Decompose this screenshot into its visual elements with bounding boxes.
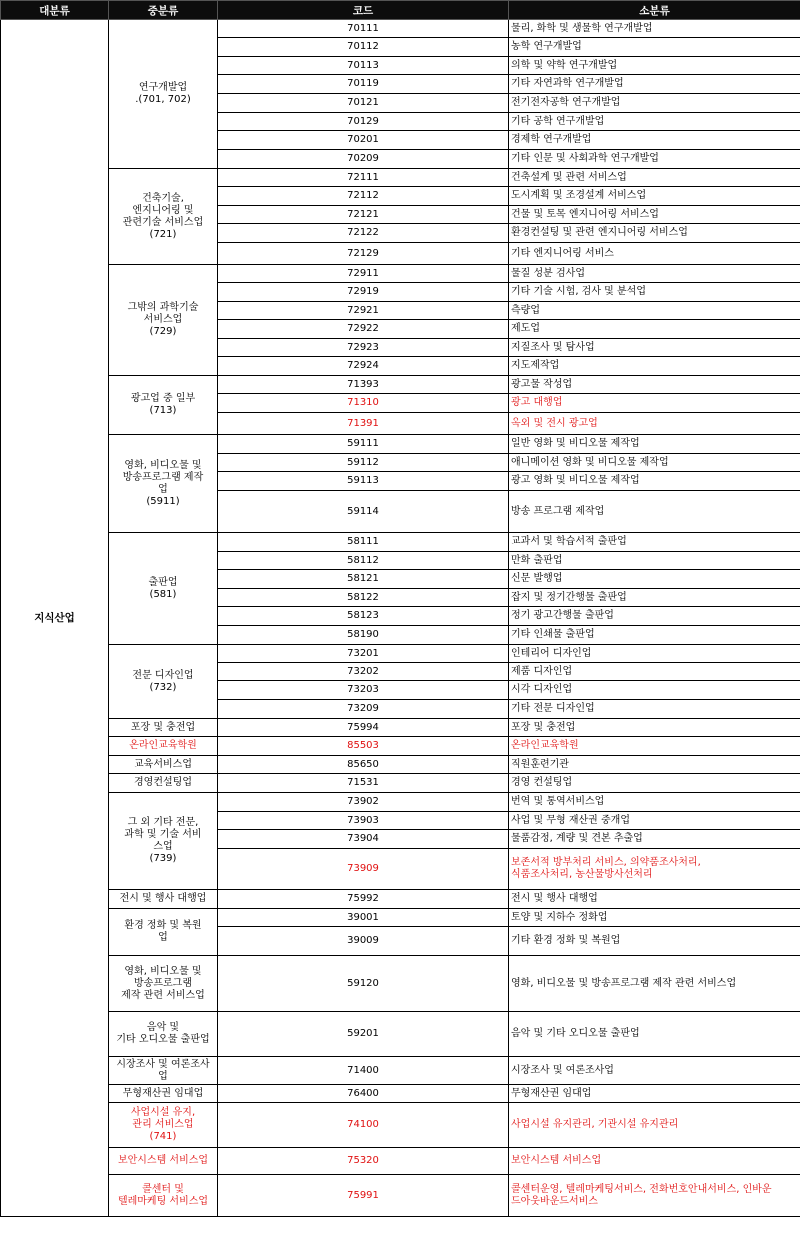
sub-category-cell <box>509 774 800 793</box>
major-category-cell: 지식산업 <box>1 20 109 1217</box>
mid-category-cell <box>109 1057 218 1085</box>
text-line: 식품조사처리, 농산물방사선처리 <box>511 869 653 880</box>
mid-category-cell <box>109 20 218 169</box>
mid-category-cell <box>109 1103 218 1148</box>
text-line: 광고물 작성업 <box>511 378 573 390</box>
text-line: 토양 및 지하수 정화업 <box>511 911 608 923</box>
text-line: 전시 및 행사 대행업 <box>119 893 207 904</box>
text-line: 기타 인문 및 사회과학 연구개발업 <box>511 153 659 164</box>
text-line: 콜센터 및 <box>142 1183 184 1195</box>
text-line: 기타 자연과학 연구개발업 <box>511 78 624 89</box>
code-cell: 72112 <box>218 187 509 206</box>
sub-category-cell <box>509 454 800 472</box>
table-row <box>1 956 800 1012</box>
code-cell: 71531 <box>218 774 509 793</box>
sub-category-cell <box>509 472 800 491</box>
code-cell: 75992 <box>218 890 509 909</box>
sub-category-cell <box>509 187 800 206</box>
code-cell: 73209 <box>218 700 509 719</box>
sub-category-cell <box>509 113 800 131</box>
sub-category-cell <box>509 1148 800 1175</box>
text-line: 드아웃바운드서비스 <box>511 1195 598 1207</box>
text-line: 건물 및 토목 엔지니어링 서비스업 <box>511 208 659 220</box>
sub-category-cell <box>509 830 800 849</box>
mid-category-cell <box>109 774 218 793</box>
code-cell: 72129 <box>218 243 509 265</box>
text-line: 연구개발업 <box>138 82 188 93</box>
sub-category-cell <box>509 927 800 956</box>
sub-category-cell <box>509 1085 800 1103</box>
mid-category-cell <box>109 533 218 645</box>
sub-category-cell <box>509 1103 800 1148</box>
code-cell: 70121 <box>218 94 509 113</box>
text-line: 관리 서비스업 <box>132 1119 194 1130</box>
sub-category-cell <box>509 812 800 830</box>
sub-category-cell <box>509 645 800 663</box>
text-line: 교육서비스업 <box>134 758 192 770</box>
text-line: 지도제작업 <box>511 360 560 371</box>
sub-category-cell <box>509 169 800 187</box>
sub-category-cell <box>509 413 800 435</box>
text-line: 방송프로그램 <box>134 977 192 989</box>
code-cell: 58190 <box>218 626 509 645</box>
table-row <box>1 1057 800 1085</box>
mid-category-cell <box>109 1175 218 1217</box>
code-cell: 72919 <box>218 283 509 302</box>
table-row <box>1 265 800 283</box>
sub-category-cell <box>509 57 800 75</box>
table-row <box>1 1103 800 1148</box>
text-line: 제작 관련 서비스업 <box>121 989 205 1001</box>
text-line: 무형재산권 임대업 <box>122 1087 204 1099</box>
sub-category-cell <box>509 206 800 224</box>
text-line: 음악 및 기타 오디오물 출판업 <box>511 1028 640 1039</box>
code-cell: 59112 <box>218 454 509 472</box>
mid-category-cell <box>109 169 218 265</box>
mid-category-cell <box>109 737 218 756</box>
mid-category-cell <box>109 435 218 533</box>
table-row <box>1 756 800 774</box>
code-cell: 73909 <box>218 849 509 890</box>
sub-category-cell <box>509 681 800 700</box>
mid-category-cell <box>109 909 218 956</box>
text-line: 경영컨설팅업 <box>134 777 192 788</box>
sub-category-cell <box>509 320 800 339</box>
text-line: (741) <box>149 1131 177 1142</box>
text-line: 콜센터운영, 텔레마케팅서비스, 전화번호안내서비스, 인바운 <box>511 1183 772 1195</box>
sub-category-cell <box>509 283 800 302</box>
text-line: 온라인교육학원 <box>511 740 579 751</box>
code-cell: 70111 <box>218 20 509 38</box>
text-line: 영화, 비디오물 및 <box>124 965 202 977</box>
mid-category-cell <box>109 756 218 774</box>
table-row <box>1 1012 800 1057</box>
code-cell: 72922 <box>218 320 509 339</box>
sub-category-cell <box>509 75 800 94</box>
code-cell: 58123 <box>218 607 509 626</box>
code-cell: 59111 <box>218 435 509 454</box>
text-line: 보존서적 방부처리 서비스, 의약품조사처리, <box>511 857 701 868</box>
sub-category-cell <box>509 339 800 357</box>
text-line: 농학 연구개발업 <box>511 41 582 52</box>
table-row <box>1 645 800 663</box>
code-cell: 71391 <box>218 413 509 435</box>
code-cell: 75994 <box>218 719 509 737</box>
code-cell: 85650 <box>218 756 509 774</box>
code-cell: 39001 <box>218 909 509 927</box>
code-cell: 70112 <box>218 38 509 57</box>
code-cell: 71393 <box>218 376 509 394</box>
text-line: 기타 기술 시험, 검사 및 분석업 <box>511 286 646 297</box>
sub-category-cell <box>509 394 800 413</box>
sub-category-cell <box>509 533 800 552</box>
header-mid: 중분류 <box>109 1 218 20</box>
sub-category-cell <box>509 719 800 737</box>
code-cell: 59113 <box>218 472 509 491</box>
text-line: 시장조사 및 여론조사 <box>116 1058 210 1070</box>
text-line: 의학 및 약학 연구개발업 <box>511 59 618 71</box>
text-line: 보안시스템 서비스업 <box>511 1155 602 1166</box>
sub-category-cell <box>509 552 800 570</box>
text-line: (729) <box>149 326 177 337</box>
text-line: (5911) <box>146 495 180 507</box>
text-line: 그 외 기타 전문, <box>127 817 199 828</box>
text-line: 업 <box>158 1070 168 1082</box>
text-line: 기타 엔지니어링 서비스 <box>511 247 614 259</box>
text-line: 기타 환경 정화 및 복원업 <box>511 935 621 946</box>
sub-category-cell <box>509 700 800 719</box>
header-major: 대분류 <box>1 1 109 20</box>
text-line: 도시계획 및 조경설계 서비스업 <box>511 190 647 201</box>
text-line: 정기 광고간행물 출판업 <box>511 610 614 621</box>
code-cell: 58111 <box>218 533 509 552</box>
text-line: 광고 영화 및 비디오물 제작업 <box>511 475 640 486</box>
text-line: 업 <box>158 932 168 943</box>
text-line: 전문 디자인업 <box>132 669 194 681</box>
table-row <box>1 719 800 737</box>
sub-category-cell <box>509 265 800 283</box>
text-line: 광고 대행업 <box>511 397 563 408</box>
text-line: 잡지 및 정기간행물 출판업 <box>511 591 627 603</box>
text-line: 제품 디자인업 <box>511 665 573 677</box>
text-line: 출판업 <box>148 576 178 588</box>
text-line: 스업 <box>153 841 173 852</box>
sub-category-cell <box>509 890 800 909</box>
header-row <box>1 1 800 20</box>
code-cell: 70129 <box>218 113 509 131</box>
code-cell: 73904 <box>218 830 509 849</box>
sub-category-cell <box>509 150 800 169</box>
code-cell: 73201 <box>218 645 509 663</box>
text-line: 제도업 <box>511 323 540 334</box>
table-row <box>1 533 800 552</box>
code-cell: 70119 <box>218 75 509 94</box>
code-cell: 73203 <box>218 681 509 700</box>
text-line: 관련기술 서비스업 <box>122 216 204 228</box>
text-line: (713) <box>149 405 177 416</box>
text-line: 방송 프로그램 제작업 <box>511 505 605 517</box>
text-line: 인테리어 디자인업 <box>511 647 592 659</box>
text-line: 방송프로그램 제작 <box>122 471 204 483</box>
text-line: 영화, 비디오물 및 방송프로그램 제작 관련 서비스업 <box>511 977 737 989</box>
code-cell: 59201 <box>218 1012 509 1057</box>
sub-category-cell <box>509 956 800 1012</box>
table-row <box>1 890 800 909</box>
sub-category-cell <box>509 20 800 38</box>
sub-category-cell <box>509 357 800 376</box>
code-cell: 72921 <box>218 302 509 320</box>
code-cell: 71310 <box>218 394 509 413</box>
text-line: 과학 및 기술 서비 <box>124 829 202 840</box>
mid-category-cell <box>109 376 218 435</box>
table-row <box>1 20 800 38</box>
mid-category-cell <box>109 956 218 1012</box>
text-line: 건축기술, <box>142 192 184 204</box>
code-cell: 72923 <box>218 339 509 357</box>
table-row <box>1 909 800 927</box>
text-line: 광고업 중 일부 <box>130 393 196 404</box>
text-line: 기타 공학 연구개발업 <box>511 115 605 127</box>
text-line: 애니메이션 영화 및 비디오물 제작업 <box>511 456 669 468</box>
code-cell: 58112 <box>218 552 509 570</box>
code-cell: 59114 <box>218 491 509 533</box>
code-cell: 70113 <box>218 57 509 75</box>
text-line: 업 <box>158 483 168 495</box>
table-row <box>1 1175 800 1217</box>
sub-category-cell <box>509 131 800 150</box>
code-cell: 72121 <box>218 206 509 224</box>
sub-category-cell <box>509 435 800 454</box>
sub-category-cell <box>509 491 800 533</box>
sub-category-cell <box>509 376 800 394</box>
text-line: 엔지니어링 및 <box>132 204 194 216</box>
sub-category-cell <box>509 302 800 320</box>
text-line: 사업 및 무형 재산권 중개업 <box>511 814 630 826</box>
table-row <box>1 376 800 394</box>
text-line: 기타 전문 디자인업 <box>511 703 595 714</box>
text-line: 전시 및 행사 대행업 <box>511 893 598 904</box>
code-cell: 59120 <box>218 956 509 1012</box>
table-row <box>1 774 800 793</box>
sub-category-cell <box>509 756 800 774</box>
text-line: .(701, 702) <box>135 94 191 105</box>
text-line: 직원훈련기관 <box>511 758 569 770</box>
sub-category-cell <box>509 243 800 265</box>
code-cell: 70209 <box>218 150 509 169</box>
code-cell: 73903 <box>218 812 509 830</box>
code-cell: 74100 <box>218 1103 509 1148</box>
header-sub: 소분류 <box>509 1 800 20</box>
text-line: 시장조사 및 여론조사업 <box>511 1064 614 1076</box>
text-line: 지질조사 및 탐사업 <box>511 341 595 353</box>
mid-category-cell <box>109 1012 218 1057</box>
text-line: (739) <box>149 853 177 864</box>
text-line: 음악 및 <box>146 1022 180 1033</box>
table-row <box>1 1148 800 1175</box>
mid-category-cell <box>109 1148 218 1175</box>
text-line: 포장 및 충전업 <box>130 721 196 733</box>
table-row <box>1 169 800 187</box>
sub-category-cell <box>509 849 800 890</box>
text-line: 측량업 <box>511 304 540 316</box>
sub-category-cell <box>509 793 800 812</box>
table-body <box>1 20 800 1217</box>
sub-category-cell <box>509 38 800 57</box>
mid-category-cell <box>109 645 218 719</box>
table-row <box>1 737 800 756</box>
mid-category-cell <box>109 890 218 909</box>
text-line: 교과서 및 학습서적 출판업 <box>511 536 627 547</box>
mid-category-cell <box>109 793 218 890</box>
text-line: 전기전자공학 연구개발업 <box>511 97 621 108</box>
code-cell: 39009 <box>218 927 509 956</box>
mid-category-cell <box>109 265 218 376</box>
text-line: 기타 인쇄물 출판업 <box>511 629 595 640</box>
text-line: (721) <box>149 228 177 240</box>
text-line: 그밖의 과학기술 <box>127 302 199 313</box>
code-cell: 58121 <box>218 570 509 589</box>
code-cell: 85503 <box>218 737 509 756</box>
sub-category-cell <box>509 737 800 756</box>
sub-category-cell <box>509 1057 800 1085</box>
text-line: 신문 발행업 <box>511 573 563 584</box>
text-line: 포장 및 충전업 <box>511 721 576 733</box>
code-cell: 70201 <box>218 131 509 150</box>
text-line: 환경 정화 및 복원 <box>124 920 202 931</box>
code-cell: 76400 <box>218 1085 509 1103</box>
table-row <box>1 1085 800 1103</box>
text-line: 기타 오디오물 출판업 <box>116 1034 210 1045</box>
code-cell: 73202 <box>218 663 509 681</box>
text-line: 영화, 비디오물 및 <box>124 459 202 471</box>
text-line: 만화 출판업 <box>511 554 563 566</box>
code-cell: 75991 <box>218 1175 509 1217</box>
code-cell: 73902 <box>218 793 509 812</box>
sub-category-cell <box>509 1175 800 1217</box>
text-line: 시각 디자인업 <box>511 684 573 695</box>
sub-category-cell <box>509 626 800 645</box>
text-line: 번역 및 통역서비스업 <box>511 796 605 807</box>
sub-category-cell <box>509 570 800 589</box>
text-line: 경영 컨설팅업 <box>511 777 573 788</box>
text-line: 환경컨설팅 및 관련 엔지니어링 서비스업 <box>511 227 688 238</box>
text-line: 물품감정, 계량 및 견본 추출업 <box>511 833 643 844</box>
code-cell: 72111 <box>218 169 509 187</box>
table-row <box>1 793 800 812</box>
sub-category-cell <box>509 909 800 927</box>
mid-category-cell <box>109 1085 218 1103</box>
code-cell: 71400 <box>218 1057 509 1085</box>
text-line: 사업시설 유지, <box>130 1107 196 1118</box>
text-line: 물리, 화학 및 생물학 연구개발업 <box>511 22 653 34</box>
sub-category-cell <box>509 589 800 607</box>
code-cell: 72924 <box>218 357 509 376</box>
header-code: 코드 <box>218 1 509 20</box>
text-line: 서비스업 <box>143 314 183 325</box>
code-cell: 72911 <box>218 265 509 283</box>
table-row <box>1 435 800 454</box>
text-line: 무형재산권 임대업 <box>511 1087 592 1099</box>
sub-category-cell <box>509 607 800 626</box>
text-line: 건축설계 및 관련 서비스업 <box>511 171 627 183</box>
text-line: (581) <box>149 588 177 600</box>
text-line: 옥외 및 전시 광고업 <box>511 417 598 429</box>
text-line: 보안시스템 서비스업 <box>117 1155 209 1166</box>
text-line: 온라인교육학원 <box>129 740 197 751</box>
text-line: 텔레마케팅 서비스업 <box>117 1195 209 1207</box>
text-line: 사업시설 유지관리, 기관시설 유지관리 <box>511 1119 679 1130</box>
text-line: 경제학 연구개발업 <box>511 134 592 145</box>
sub-category-cell <box>509 1012 800 1057</box>
sub-category-cell <box>509 94 800 113</box>
text-line: (732) <box>149 681 177 693</box>
mid-category-cell <box>109 719 218 737</box>
sub-category-cell <box>509 663 800 681</box>
text-line: 일반 영화 및 비디오물 제작업 <box>511 438 640 449</box>
sub-category-cell <box>509 224 800 243</box>
code-cell: 58122 <box>218 589 509 607</box>
code-cell: 72122 <box>218 224 509 243</box>
code-cell: 75320 <box>218 1148 509 1175</box>
text-line: 물질 성분 검사업 <box>511 267 585 279</box>
